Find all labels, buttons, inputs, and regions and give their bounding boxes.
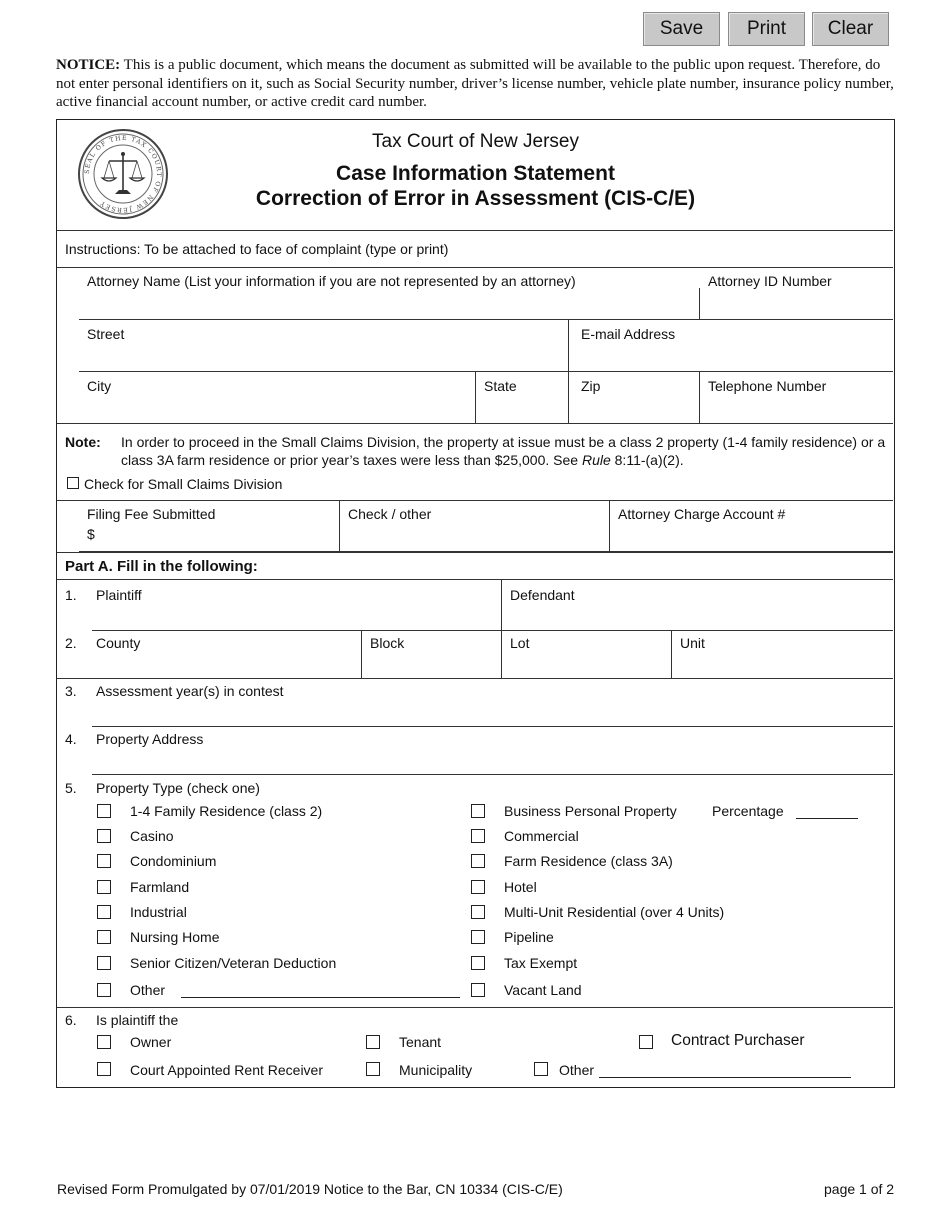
type-commercial-label: Commercial (504, 828, 579, 844)
plaintiff-label: Plaintiff (96, 587, 142, 603)
email-label: E-mail Address (581, 326, 676, 342)
footer-revision: Revised Form Promulgated by 07/01/2019 Notice to the Bar, CN 10334 (CIS-C/E) (57, 1181, 563, 1197)
seal-lettering: SEAL OF THE TAX COURT OF NEW JERSEY (83, 134, 163, 214)
role-owner-label: Owner (130, 1034, 172, 1050)
type-tax-exempt-label: Tax Exempt (504, 955, 578, 971)
role-owner-checkbox[interactable] (97, 1035, 111, 1049)
type-pipeline-checkbox[interactable] (471, 930, 485, 944)
property-type-label: Property Type (check one) (96, 780, 260, 796)
type-commercial-checkbox[interactable] (471, 829, 485, 843)
case-information-form (56, 119, 895, 1088)
type-senior-citizen-label: Senior Citizen/Veteran Deduction (130, 955, 337, 971)
type-multi-unit-checkbox[interactable] (471, 905, 485, 919)
type-casino-checkbox[interactable] (97, 829, 111, 843)
plaintiff-role-label: Is plaintiff the (96, 1012, 179, 1028)
role-tenant-label: Tenant (399, 1034, 442, 1050)
small-claims-checkbox[interactable] (67, 477, 79, 489)
role-tenant-checkbox[interactable] (366, 1035, 380, 1049)
type-industrial-checkbox[interactable] (97, 905, 111, 919)
type-hotel-checkbox[interactable] (471, 880, 485, 894)
city-label: City (87, 378, 112, 394)
type-farm-residence-checkbox[interactable] (471, 854, 485, 868)
type-farm-residence-label: Farm Residence (class 3A) (504, 853, 673, 869)
charge-account-label: Attorney Charge Account # (618, 506, 786, 522)
type-farmland-label: Farmland (130, 879, 190, 895)
lot-label: Lot (510, 635, 530, 651)
type-industrial-label: Industrial (130, 904, 187, 920)
type-other-input[interactable] (181, 997, 460, 998)
type-condominium-label: Condominium (130, 853, 217, 869)
role-other-checkbox[interactable] (534, 1062, 548, 1076)
notice-label: NOTICE: (56, 57, 121, 73)
block-label: Block (370, 635, 405, 651)
small-claims-label: Check for Small Claims Division (84, 476, 283, 492)
unit-field[interactable] (672, 631, 893, 678)
part-a-heading: Part A. Fill in the following: (65, 558, 258, 575)
court-name: Tax Court of New Jersey (372, 131, 579, 152)
defendant-label: Defendant (510, 587, 575, 603)
public-notice (56, 56, 896, 112)
type-pipeline-label: Pipeline (504, 929, 554, 945)
clear-button[interactable]: Clear (812, 12, 889, 46)
city-field[interactable] (79, 372, 475, 423)
form-title: Case Information Statement (336, 162, 615, 185)
attorney-name-label: Attorney Name (List your information if you are not represented by an attorney) (87, 273, 576, 289)
zip-label: Zip (581, 378, 601, 394)
type-tax-exempt-checkbox[interactable] (471, 956, 485, 970)
role-contract-purchaser-label: Contract Purchaser (671, 1032, 805, 1049)
telephone-label: Telephone Number (708, 378, 827, 394)
role-contract-purchaser-checkbox[interactable] (639, 1035, 653, 1049)
role-municipality-label: Municipality (399, 1062, 473, 1078)
type-1-4-family-label: 1-4 Family Residence (class 2) (130, 803, 323, 819)
row-5-number: 5. (65, 780, 77, 796)
role-rent-receiver-label: Court Appointed Rent Receiver (130, 1062, 323, 1078)
street-label: Street (87, 326, 125, 342)
type-vacant-land-label: Vacant Land (504, 982, 582, 998)
instructions-text: Instructions: To be attached to face of complaint (type or print) (65, 241, 449, 257)
type-vacant-land-checkbox[interactable] (471, 983, 485, 997)
type-business-personal-property-label: Business Personal Property (504, 803, 677, 819)
dollar-sign: $ (87, 526, 95, 542)
type-other-label: Other (130, 982, 166, 998)
check-other-label: Check / other (348, 506, 432, 522)
type-nursing-home-checkbox[interactable] (97, 930, 111, 944)
type-nursing-home-label: Nursing Home (130, 929, 220, 945)
save-button[interactable]: Save (643, 12, 720, 46)
type-other-checkbox[interactable] (97, 983, 111, 997)
row-3-number: 3. (65, 683, 77, 699)
attorney-id-label: Attorney ID Number (708, 273, 832, 289)
print-button[interactable]: Print (728, 12, 805, 46)
row-1-number: 1. (65, 587, 77, 603)
notice-text: This is a public document, which means the document as submitted will be available to the public upon request. Therefore, do not enter personal identifiers on it, such as Social Security number, driver’s license number, vehicle plate number, insurance policy number, active financial account number, or active credit card number. (56, 57, 894, 110)
role-rent-receiver-checkbox[interactable] (97, 1062, 111, 1076)
unit-label: Unit (680, 635, 705, 651)
type-farmland-checkbox[interactable] (97, 880, 111, 894)
type-casino-label: Casino (130, 828, 174, 844)
county-label: County (96, 635, 141, 651)
role-other-label: Other (559, 1062, 595, 1078)
percentage-label: Percentage (712, 803, 784, 819)
plaintiff-field[interactable] (92, 580, 501, 630)
property-address-label: Property Address (96, 731, 204, 747)
type-senior-citizen-checkbox[interactable] (97, 956, 111, 970)
percentage-input[interactable] (796, 818, 858, 819)
filing-fee-label: Filing Fee Submitted (87, 506, 216, 522)
assessment-year-label: Assessment year(s) in contest (96, 683, 284, 699)
role-other-input[interactable] (599, 1077, 851, 1078)
row-2-number: 2. (65, 635, 77, 651)
note-text-line2: class 3A farm residence or prior year’s taxes were less than $25,000. See Rule 8:11-(a)(2). (121, 452, 684, 468)
row-4-number: 4. (65, 731, 77, 747)
form-subtitle: Correction of Error in Assessment (CIS-C/E) (255, 187, 696, 210)
type-business-personal-property-checkbox[interactable] (471, 804, 485, 818)
type-multi-unit-label: Multi-Unit Residential (over 4 Units) (504, 904, 725, 920)
type-condominium-checkbox[interactable] (97, 854, 111, 868)
row-6-number: 6. (65, 1012, 77, 1028)
state-label: State (484, 378, 517, 394)
role-municipality-checkbox[interactable] (366, 1062, 380, 1076)
type-1-4-family-checkbox[interactable] (97, 804, 111, 818)
footer-page-number: page 1 of 2 (824, 1181, 895, 1197)
street-field[interactable] (79, 320, 568, 371)
property-address-field[interactable] (92, 727, 893, 774)
note-label: Note: (65, 434, 101, 450)
type-hotel-label: Hotel (504, 879, 537, 895)
note-text-line1: In order to proceed in the Small Claims Division, the property at issue must be a class 2 property (1-4 family residence) or a (121, 434, 886, 450)
